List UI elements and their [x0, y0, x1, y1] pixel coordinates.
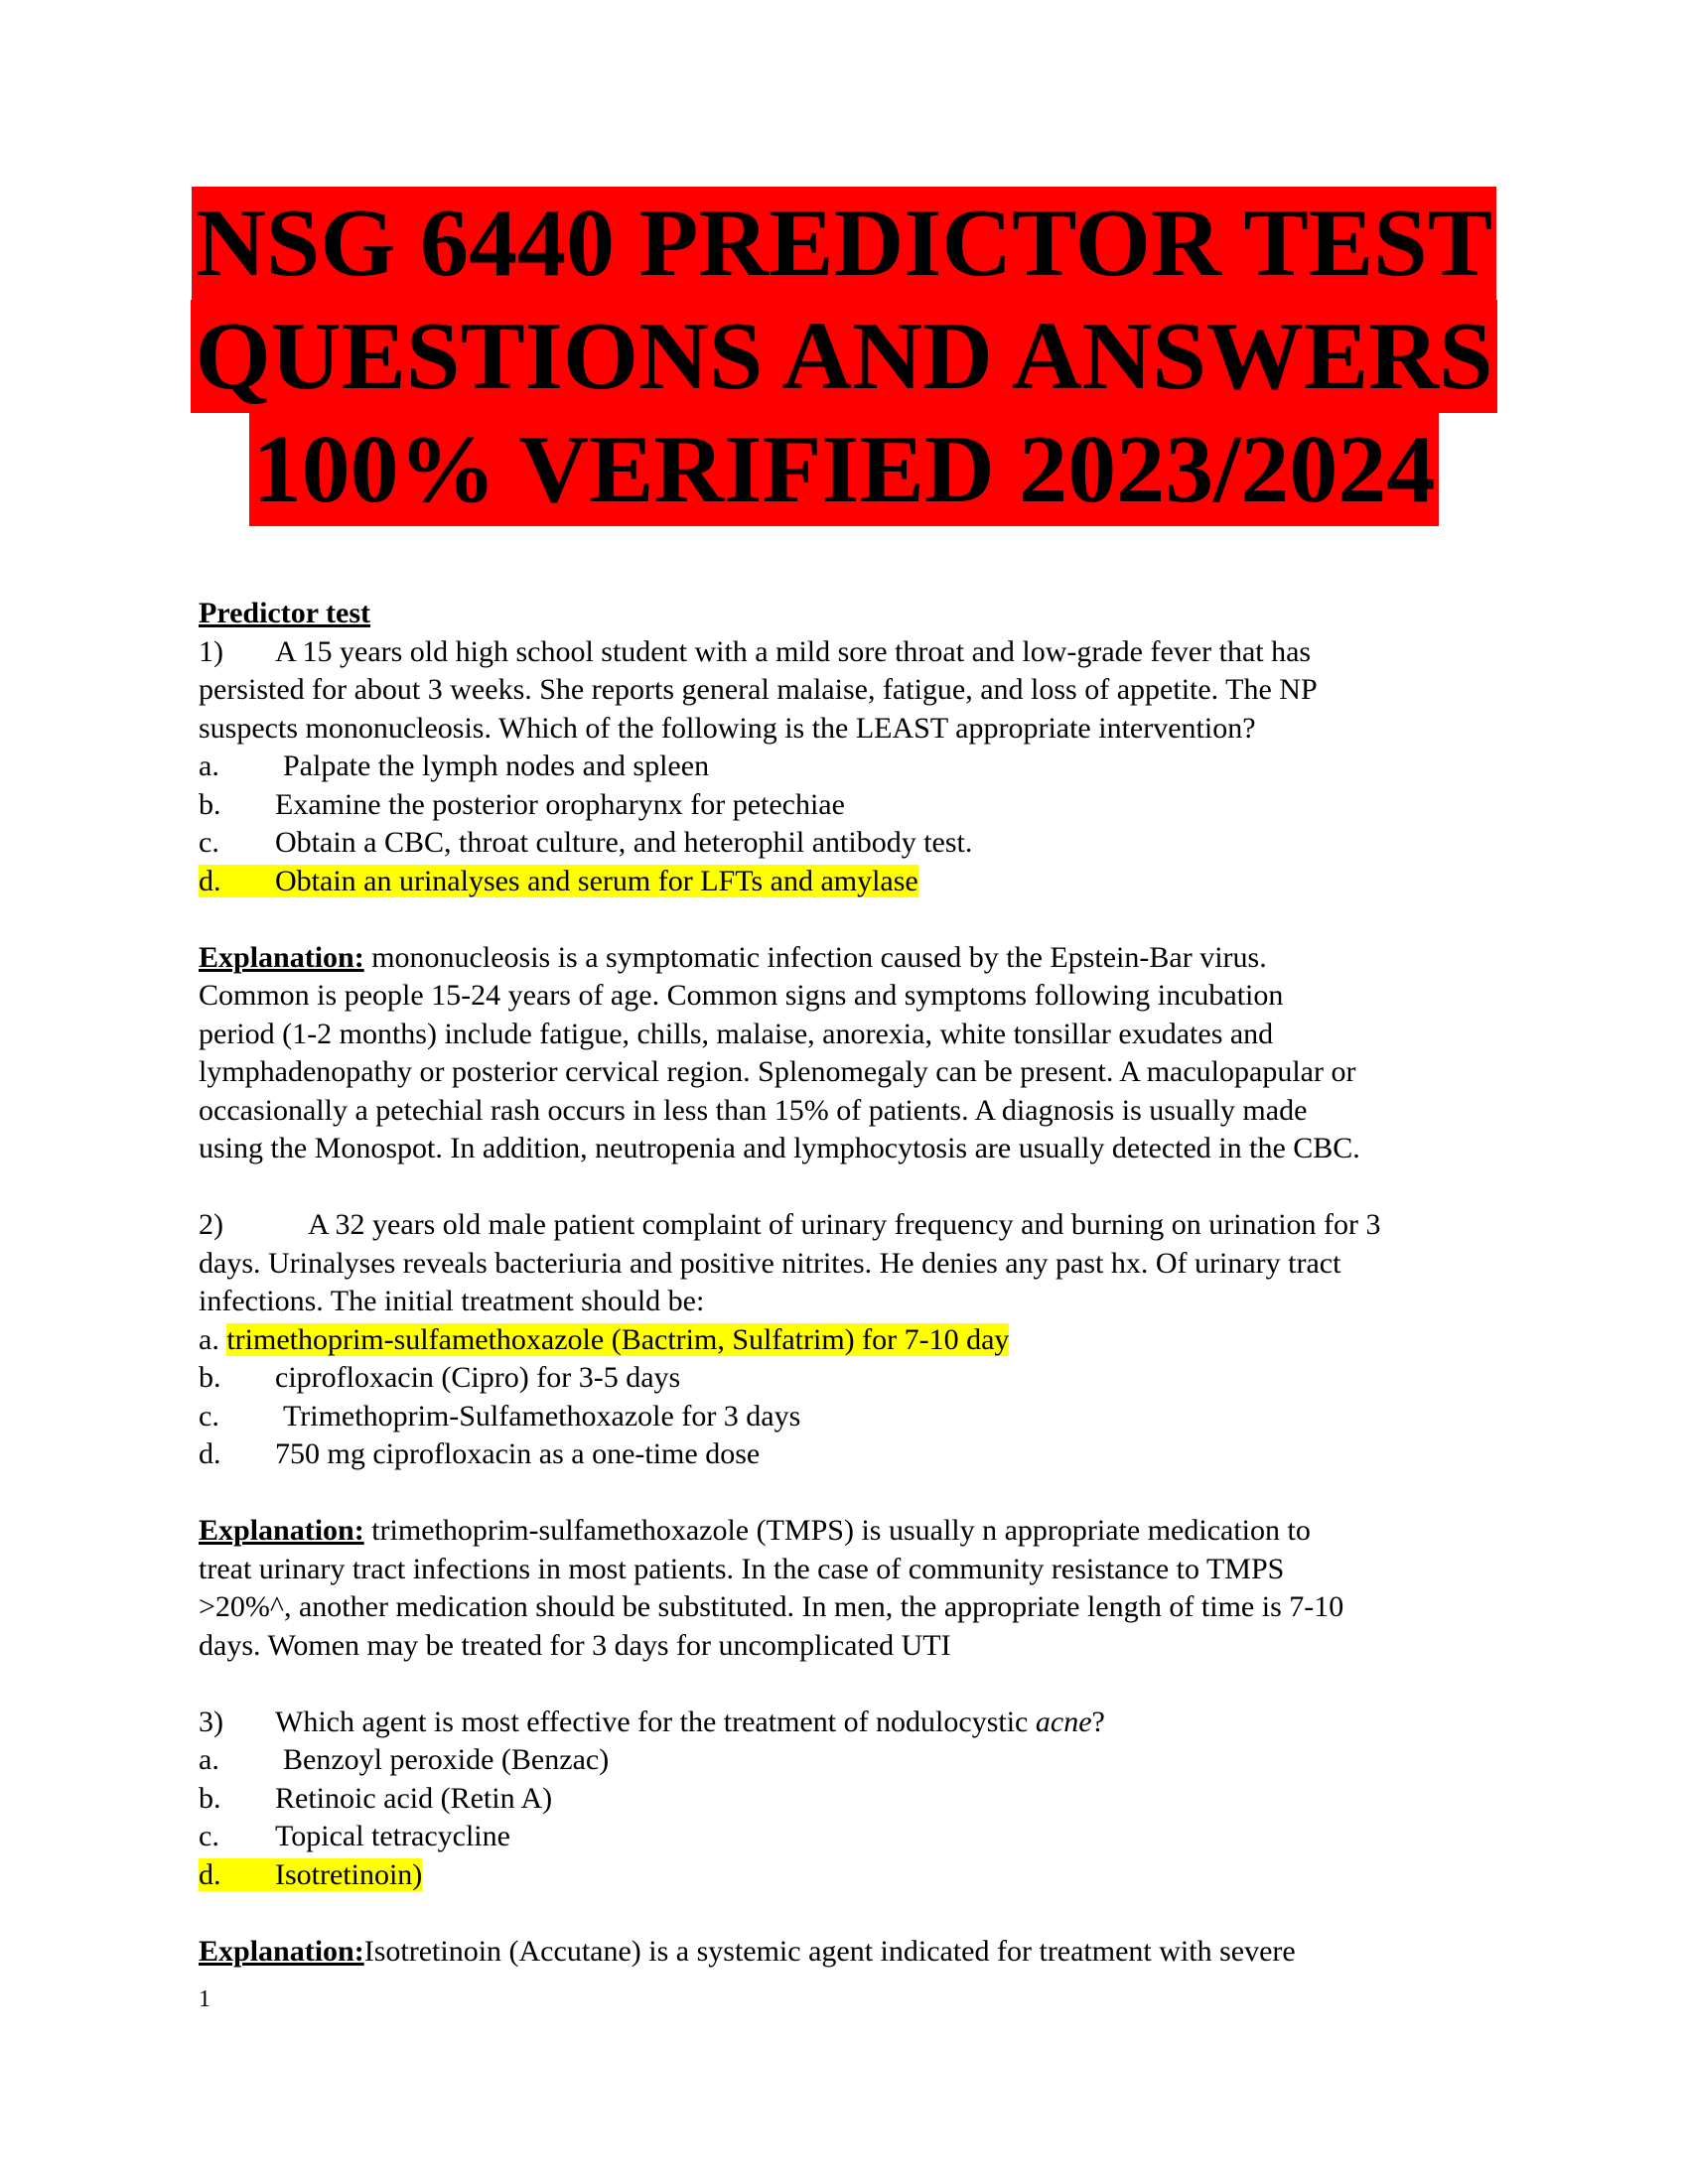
question-3 [199, 1704, 1499, 1972]
title-line-3: 100% VERIFIED 2023/2024 [249, 413, 1440, 526]
answer-option: d. 750 mg ciprofloxacin as a one-time dose [199, 1437, 761, 1470]
explanation-line: Common is people 15-24 years of age. Common signs and symptoms following incubation [199, 979, 1284, 1012]
explanation-line: Explanation: trimethoprim-sulfamethoxazole (TMPS) is usually n appropriate medication to [199, 1514, 1311, 1547]
question-1 [199, 633, 1499, 1168]
document-body [199, 595, 1499, 1971]
correct-answer-option: a. trimethoprim-sulfamethoxazole (Bactrim, Sulfatrim) for 7-10 day [199, 1322, 1010, 1356]
question-stem-line: 3) Which agent is most effective for the treatment of nodulocystic acne? [199, 1704, 1499, 1742]
explanation-line: days. Women may be treated for 3 days for uncomplicated UTI [199, 1628, 951, 1662]
explanation-line: treat urinary tract infections in most patients. In the case of community resistance to TMPS [199, 1552, 1285, 1585]
title-line-1: NSG 6440 PREDICTOR TEST [192, 187, 1496, 300]
section-heading: Predictor test [199, 597, 370, 629]
question-number: 2) [199, 1208, 223, 1241]
answer-option: b. ciprofloxacin (Cipro) for 3-5 days [199, 1361, 681, 1394]
question-number: 1) [199, 634, 223, 668]
correct-answer-option: d. Isotretinoin) [199, 1857, 423, 1891]
answer-option: c. Trimethoprim-Sulfamethoxazole for 3 days [199, 1399, 801, 1433]
explanation-label: Explanation: [199, 1514, 364, 1547]
explanation-line: lymphadenopathy or posterior cervical region. Splenomegaly can be present. A maculopapular or [199, 1055, 1356, 1088]
explanation-label: Explanation: [199, 1934, 364, 1968]
question-number: 3) [199, 1705, 223, 1738]
question-stem-line: infections. The initial treatment should be: [199, 1285, 705, 1317]
correct-answer-option: d. Obtain an urinalyses and serum for LFTs and amylase [199, 864, 918, 897]
explanation-line: using the Monospot. In addition, neutropenia and lymphocytosis are usually detected in the CBC. [199, 1132, 1360, 1164]
question-2 [199, 1206, 1499, 1665]
explanation-line: Explanation:Isotretinoin (Accutane) is a systemic agent indicated for treatment with severe [199, 1934, 1296, 1968]
question-stem-line: suspects mononucleosis. Which of the following is the LEAST appropriate intervention? [199, 711, 1256, 745]
document-title [0, 187, 1688, 526]
explanation-line: >20%^, another medication should be substituted. In men, the appropriate length of time is 7-10 [199, 1590, 1344, 1623]
answer-option: a. Benzoyl peroxide (Benzac) [199, 1743, 610, 1776]
question-stem-line: days. Urinalyses reveals bacteriuria and positive nitrites. He denies any past hx. Of urinary tract [199, 1246, 1341, 1280]
explanation-line: period (1-2 months) include fatigue, chills, malaise, anorexia, white tonsillar exudates and [199, 1017, 1274, 1050]
answer-option: b. Retinoic acid (Retin A) [199, 1781, 553, 1815]
question-stem-line: 1) A 15 years old high school student with a mild sore throat and low-grade fever that has [199, 633, 1499, 672]
title-line-2: QUESTIONS AND ANSWERS [191, 300, 1496, 413]
page-number: 1 [199, 1986, 211, 2012]
answer-option: a. Palpate the lymph nodes and spleen [199, 750, 710, 782]
question-stem-line: 2) A 32 years old male patient complaint of urinary frequency and burning on urination for 3 [199, 1206, 1499, 1245]
answer-option: b. Examine the posterior oropharynx for petechiae [199, 787, 845, 821]
answer-option: c. Obtain a CBC, throat culture, and heterophil antibody test. [199, 826, 973, 859]
explanation-label: Explanation: [199, 940, 364, 974]
answer-option: c. Topical tetracycline [199, 1820, 510, 1852]
explanation-line: occasionally a petechial rash occurs in less than 15% of patients. A diagnosis is usually made [199, 1093, 1308, 1127]
question-stem-line: persisted for about 3 weeks. She reports general malaise, fatigue, and loss of appetite. The NP [199, 673, 1318, 706]
explanation-line: Explanation: mononucleosis is a symptomatic infection caused by the Epstein-Bar virus. [199, 940, 1267, 974]
